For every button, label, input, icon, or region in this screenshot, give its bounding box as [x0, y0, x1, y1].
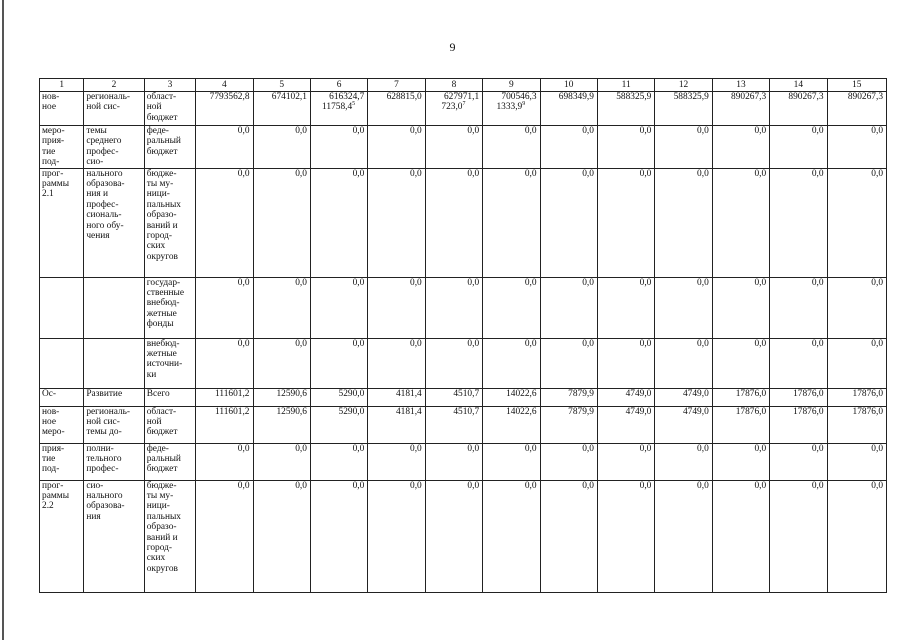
- value-text: 588325,9: [673, 92, 709, 102]
- value-text: 0,0: [697, 338, 709, 349]
- value-text: 0,0: [237, 126, 250, 136]
- value-cell: [425, 480, 482, 592]
- value-text: 0,0: [811, 126, 824, 136]
- value-cell: [196, 92, 253, 126]
- value-text: 0,0: [352, 443, 365, 454]
- value-text: 0,0: [237, 338, 250, 349]
- footnote-value: [313, 102, 364, 112]
- value-text: 5290,0: [338, 406, 365, 417]
- value-cell: [655, 338, 712, 388]
- value-cell: [253, 338, 310, 388]
- column-header: 14: [770, 79, 827, 92]
- column-header: 1: [40, 79, 84, 92]
- value-text: 17876,0: [852, 388, 883, 399]
- value-cell: [196, 443, 253, 480]
- value-text: 0,0: [639, 480, 652, 491]
- footnote-marker: 9: [522, 101, 526, 108]
- value-text: 4749,0: [625, 406, 652, 417]
- value-cell: [196, 338, 253, 388]
- value-text: 0,0: [582, 443, 594, 454]
- value-text: 0,0: [410, 338, 422, 349]
- value-text: 14022,6: [506, 388, 537, 399]
- value-cell: [597, 406, 654, 443]
- value-cell: [310, 406, 367, 443]
- value-text: 4181,4: [395, 406, 422, 417]
- value-cell: [310, 168, 367, 277]
- table-row: [40, 388, 887, 406]
- event-name-cell: меро- прия- тие под-: [40, 126, 84, 169]
- event-name-cell: прия- тие под-: [40, 443, 84, 480]
- value-text: 0,0: [352, 480, 365, 491]
- value-text: 0,0: [697, 443, 709, 454]
- left-edge-rule: [2, 0, 4, 640]
- value-text: 0,0: [639, 338, 652, 349]
- value-text: 0,0: [811, 443, 824, 454]
- value-cell: [540, 443, 597, 480]
- footnote-value-text: 11758,4: [322, 102, 353, 113]
- value-text: 4749,0: [625, 388, 652, 399]
- value-cell: [425, 92, 482, 126]
- value-cell: [540, 406, 597, 443]
- value-text: 0,0: [811, 277, 824, 288]
- value-text: 0,0: [295, 443, 307, 454]
- value-text: 0,0: [524, 338, 537, 349]
- value-text: 890267,3: [847, 92, 883, 102]
- column-header: 15: [827, 79, 886, 92]
- value-cell: [655, 480, 712, 592]
- value-text: 0,0: [754, 126, 767, 136]
- table-row: [40, 443, 887, 480]
- value-cell: [770, 443, 827, 480]
- value-text: 17876,0: [852, 406, 883, 417]
- value-cell: [368, 338, 425, 388]
- value-cell: [425, 443, 482, 480]
- value-cell: [655, 277, 712, 338]
- funding-source-cell: Всего: [144, 388, 195, 406]
- value-cell: [253, 92, 310, 126]
- column-header: 12: [655, 79, 712, 92]
- value-cell: [770, 168, 827, 277]
- value-cell: [712, 277, 769, 338]
- value-text: 0,0: [754, 443, 767, 454]
- value-text: 0,0: [295, 277, 307, 288]
- table-row: [40, 338, 887, 388]
- value-text: 0,0: [754, 277, 767, 288]
- value-text: 5290,0: [338, 388, 365, 399]
- value-text: 0,0: [871, 126, 883, 136]
- program-name-cell: [84, 338, 144, 388]
- value-text: 0,0: [582, 126, 594, 136]
- value-text: 17876,0: [793, 388, 824, 399]
- value-text: 0,0: [295, 338, 307, 349]
- value-text: 0,0: [582, 277, 594, 288]
- value-text: 17876,0: [735, 388, 767, 399]
- value-cell: [425, 168, 482, 277]
- header-row: [40, 79, 887, 92]
- funding-source-cell: государ- ственные внебюд- жетные фонды: [144, 277, 195, 338]
- footnote-value-text: 723,0: [441, 102, 463, 113]
- event-name-cell: Ос-: [40, 388, 84, 406]
- value-cell: [425, 277, 482, 338]
- value-cell: [196, 406, 253, 443]
- value-cell: [712, 92, 769, 126]
- value-cell: [540, 388, 597, 406]
- value-text: 628815,0: [386, 92, 422, 102]
- value-text: 0,0: [811, 480, 824, 491]
- value-cell: [368, 168, 425, 277]
- value-text: 0,0: [410, 480, 422, 491]
- column-header: 13: [712, 79, 769, 92]
- value-cell: [253, 126, 310, 169]
- budget-table: [39, 78, 887, 593]
- event-name-cell: [40, 338, 84, 388]
- value-cell: [827, 277, 886, 338]
- value-cell: [483, 480, 540, 592]
- value-text: 0,0: [410, 443, 422, 454]
- value-text: 0,0: [697, 277, 709, 288]
- value-text: 17876,0: [793, 406, 824, 417]
- value-text: 0,0: [754, 338, 767, 349]
- value-cell: [368, 277, 425, 338]
- funding-source-cell: внебюд- жетные источни- ки: [144, 338, 195, 388]
- value-cell: [712, 406, 769, 443]
- value-text: 7879,9: [568, 406, 594, 417]
- value-cell: [770, 388, 827, 406]
- value-text: 0,0: [697, 168, 709, 179]
- value-text: 0,0: [524, 480, 537, 491]
- value-text: 700546,3: [501, 92, 537, 102]
- value-text: 0,0: [582, 338, 594, 349]
- value-text: 0,0: [237, 168, 250, 179]
- value-text: 4749,0: [682, 388, 709, 399]
- value-text: 0,0: [410, 168, 422, 179]
- value-cell: [827, 126, 886, 169]
- value-cell: [310, 480, 367, 592]
- table-row: [40, 480, 887, 592]
- program-name-cell: нального образова- ния и профес- сиональ- ного обу- чения: [84, 168, 144, 277]
- value-cell: [770, 406, 827, 443]
- value-cell: [827, 388, 886, 406]
- funding-source-cell: област- ной бюджет: [144, 92, 195, 126]
- value-cell: [827, 338, 886, 388]
- value-cell: [770, 277, 827, 338]
- value-text: 0,0: [871, 277, 883, 288]
- value-cell: [196, 168, 253, 277]
- column-header: 5: [253, 79, 310, 92]
- value-cell: [368, 480, 425, 592]
- value-cell: [368, 92, 425, 126]
- value-cell: [540, 480, 597, 592]
- value-text: 7793562,8: [209, 92, 250, 102]
- page-number: 9: [449, 40, 456, 54]
- value-text: 17876,0: [735, 406, 767, 417]
- value-cell: [253, 168, 310, 277]
- value-text: 111601,2: [215, 388, 250, 399]
- funding-source-cell: бюдже- ты му- ници- пальных образо- ваний и город- ских округов: [144, 480, 195, 592]
- value-cell: [655, 126, 712, 169]
- footnote-value-text: 1333,9: [496, 102, 523, 113]
- value-cell: [253, 480, 310, 592]
- value-cell: [483, 338, 540, 388]
- value-text: 0,0: [352, 126, 365, 136]
- event-name-cell: прог- раммы 2.2: [40, 480, 84, 592]
- value-cell: [310, 443, 367, 480]
- value-cell: [253, 388, 310, 406]
- value-text: 0,0: [467, 126, 480, 136]
- event-name-cell: нов- ное меро-: [40, 406, 84, 443]
- table-row: [40, 126, 887, 169]
- value-cell: [597, 92, 654, 126]
- value-cell: [483, 92, 540, 126]
- event-name-cell: [40, 277, 84, 338]
- value-cell: [310, 92, 367, 126]
- value-text: 0,0: [697, 480, 709, 491]
- value-text: 0,0: [352, 277, 365, 288]
- value-cell: [483, 168, 540, 277]
- column-header: 4: [196, 79, 253, 92]
- value-cell: [597, 338, 654, 388]
- value-cell: [597, 443, 654, 480]
- program-name-cell: полни- тельного профес-: [84, 443, 144, 480]
- value-cell: [712, 126, 769, 169]
- value-cell: [712, 480, 769, 592]
- column-header: 11: [597, 79, 654, 92]
- program-name-cell: темы среднего профес- сио-: [84, 126, 144, 169]
- table-row: [40, 277, 887, 338]
- value-text: 890267,3: [788, 92, 824, 102]
- value-text: 0,0: [467, 338, 480, 349]
- value-cell: [196, 277, 253, 338]
- value-text: 4510,7: [453, 406, 480, 417]
- value-cell: [368, 443, 425, 480]
- column-header: 10: [540, 79, 597, 92]
- funding-source-cell: феде- ральный бюджет: [144, 126, 195, 169]
- value-cell: [483, 406, 540, 443]
- value-text: 0,0: [237, 480, 250, 491]
- value-cell: [712, 388, 769, 406]
- footnote-marker: 7: [462, 101, 466, 108]
- value-text: 0,0: [295, 168, 307, 179]
- value-cell: [483, 388, 540, 406]
- value-cell: [540, 92, 597, 126]
- value-cell: [540, 338, 597, 388]
- value-cell: [483, 126, 540, 169]
- value-cell: [770, 92, 827, 126]
- table-body: [40, 79, 887, 593]
- column-header: 9: [483, 79, 540, 92]
- value-text: 0,0: [237, 443, 250, 454]
- value-text: 111601,2: [215, 406, 250, 417]
- value-text: 0,0: [754, 168, 767, 179]
- value-cell: [597, 126, 654, 169]
- value-text: 0,0: [871, 443, 883, 454]
- value-text: 0,0: [811, 168, 824, 179]
- value-cell: [253, 277, 310, 338]
- value-cell: [368, 388, 425, 406]
- value-cell: [655, 443, 712, 480]
- value-cell: [712, 168, 769, 277]
- column-header: 6: [310, 79, 367, 92]
- value-text: 627971,1: [443, 92, 480, 102]
- value-cell: [597, 277, 654, 338]
- value-cell: [310, 388, 367, 406]
- value-cell: [655, 92, 712, 126]
- value-text: 0,0: [467, 443, 480, 454]
- value-text: 0,0: [467, 480, 480, 491]
- value-cell: [597, 480, 654, 592]
- value-text: 0,0: [352, 168, 365, 179]
- value-text: 0,0: [524, 443, 537, 454]
- value-text: 0,0: [524, 126, 537, 136]
- value-cell: [483, 443, 540, 480]
- value-cell: [196, 126, 253, 169]
- value-cell: [770, 126, 827, 169]
- value-text: 0,0: [582, 168, 594, 179]
- value-cell: [310, 277, 367, 338]
- value-text: 0,0: [697, 126, 709, 136]
- footnote-marker: 5: [352, 101, 356, 108]
- funding-source-cell: бюдже- ты му- ници- пальных образо- ваний и город- ских округов: [144, 168, 195, 277]
- value-text: 0,0: [524, 277, 537, 288]
- value-cell: [827, 443, 886, 480]
- value-text: 0,0: [639, 126, 652, 136]
- column-header: 2: [84, 79, 144, 92]
- value-text: 0,0: [754, 480, 767, 491]
- value-cell: [368, 406, 425, 443]
- value-text: 12590,6: [276, 406, 307, 417]
- value-text: 4181,4: [395, 388, 422, 399]
- value-cell: [425, 338, 482, 388]
- value-text: 0,0: [871, 168, 883, 179]
- value-text: 698349,9: [558, 92, 594, 102]
- value-text: 4749,0: [682, 406, 709, 417]
- column-header: 8: [425, 79, 482, 92]
- value-text: 616324,7: [329, 92, 365, 102]
- table-row: [40, 406, 887, 443]
- program-name-cell: [84, 277, 144, 338]
- value-cell: [597, 388, 654, 406]
- value-text: 588325,9: [616, 92, 652, 102]
- value-cell: [827, 480, 886, 592]
- value-cell: [655, 406, 712, 443]
- value-text: 0,0: [582, 480, 594, 491]
- value-text: 0,0: [295, 126, 307, 136]
- column-header: 7: [368, 79, 425, 92]
- value-text: 14022,6: [506, 406, 537, 417]
- value-cell: [712, 443, 769, 480]
- value-text: 0,0: [639, 168, 652, 179]
- value-cell: [425, 406, 482, 443]
- table-row: [40, 92, 887, 126]
- funding-source-cell: феде- ральный бюджет: [144, 443, 195, 480]
- value-text: 12590,6: [276, 388, 307, 399]
- value-text: 0,0: [410, 126, 422, 136]
- value-cell: [483, 277, 540, 338]
- value-text: 0,0: [524, 168, 537, 179]
- value-text: 0,0: [237, 277, 250, 288]
- value-text: 7879,9: [568, 388, 594, 399]
- footnote-value: [485, 102, 536, 112]
- value-cell: [310, 338, 367, 388]
- value-cell: [827, 92, 886, 126]
- funding-source-cell: област- ной бюджет: [144, 406, 195, 443]
- event-name-cell: прог- раммы 2.1: [40, 168, 84, 277]
- value-text: 0,0: [639, 277, 652, 288]
- value-cell: [310, 126, 367, 169]
- value-cell: [655, 168, 712, 277]
- column-header: 3: [144, 79, 195, 92]
- value-text: 890267,3: [731, 92, 767, 102]
- value-cell: [827, 168, 886, 277]
- value-text: 0,0: [811, 338, 824, 349]
- value-cell: [425, 388, 482, 406]
- value-text: 0,0: [467, 277, 480, 288]
- value-cell: [368, 126, 425, 169]
- program-name-cell: Развитие: [84, 388, 144, 406]
- value-text: 0,0: [352, 338, 365, 349]
- event-name-cell: нов- ное: [40, 92, 84, 126]
- program-name-cell: региональ- ной сис- темы до-: [84, 406, 144, 443]
- value-cell: [540, 277, 597, 338]
- footnote-value: [428, 102, 479, 112]
- value-cell: [540, 126, 597, 169]
- program-name-cell: региональ- ной сис-: [84, 92, 144, 126]
- value-cell: [770, 338, 827, 388]
- value-text: 0,0: [295, 480, 307, 491]
- value-cell: [196, 480, 253, 592]
- value-cell: [712, 338, 769, 388]
- value-text: 0,0: [871, 338, 883, 349]
- value-cell: [425, 126, 482, 169]
- value-cell: [253, 406, 310, 443]
- value-cell: [770, 480, 827, 592]
- value-cell: [196, 388, 253, 406]
- value-cell: [597, 168, 654, 277]
- value-cell: [655, 388, 712, 406]
- table-row: [40, 168, 887, 277]
- value-text: 0,0: [410, 277, 422, 288]
- value-text: 4510,7: [453, 388, 480, 399]
- value-cell: [827, 406, 886, 443]
- value-text: 674102,1: [271, 92, 307, 102]
- value-text: 0,0: [467, 168, 480, 179]
- value-text: 0,0: [639, 443, 652, 454]
- value-text: 0,0: [871, 480, 883, 491]
- value-cell: [540, 168, 597, 277]
- value-cell: [253, 443, 310, 480]
- program-name-cell: сио- нального образова- ния: [84, 480, 144, 592]
